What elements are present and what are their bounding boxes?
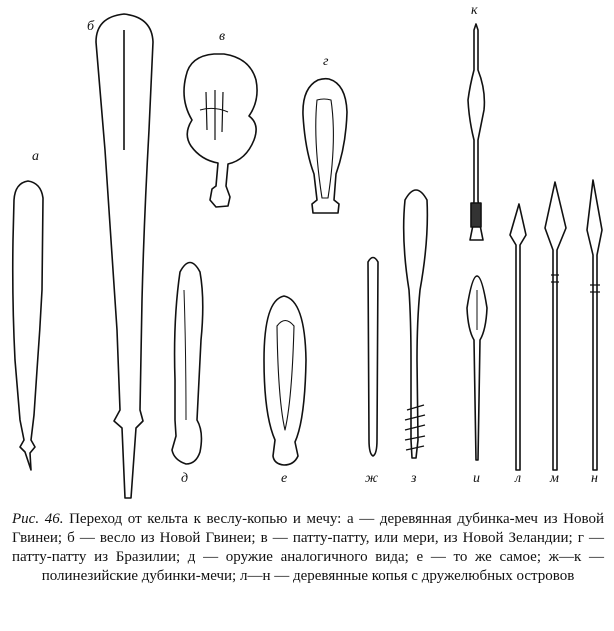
spear-l: [510, 204, 526, 470]
caption-text: Переход от кельта к веслу-копью и мечу: а — деревянная дубинка-меч из Новой Гвинеи; б — весло из Новой Гвинеи; в — патту-патту, или мери, из Новой Зеландии; г — патту-патту из Бразилии; д — оружие аналогичного вида; е — то же самое; ж—к — полинезийские дубинки-мечи; л—н — деревянные копья с дружелюбных островов: [12, 511, 605, 584]
figure-number: Рис. 46.: [12, 511, 64, 527]
patu-v: [184, 54, 257, 207]
label-zh: ж: [365, 471, 379, 486]
label-k: к: [471, 3, 478, 18]
weapon-e: [264, 296, 306, 465]
spear-m: [545, 182, 566, 470]
label-g: г: [323, 54, 329, 69]
label-m: м: [550, 471, 559, 486]
label-n: н: [591, 471, 598, 486]
label-z: з: [411, 471, 417, 486]
label-e: е: [281, 471, 288, 486]
spear-n: [587, 180, 602, 470]
figure-caption: [12, 510, 604, 586]
club-zh: [368, 258, 378, 457]
label-d: д: [181, 471, 189, 486]
label-b: б: [87, 19, 95, 34]
label-i: и: [473, 471, 480, 486]
weapon-d: [172, 263, 203, 465]
label-a: а: [32, 149, 39, 164]
label-v: в: [219, 29, 226, 44]
club-sword-a: [13, 181, 43, 470]
label-l: л: [515, 471, 522, 486]
